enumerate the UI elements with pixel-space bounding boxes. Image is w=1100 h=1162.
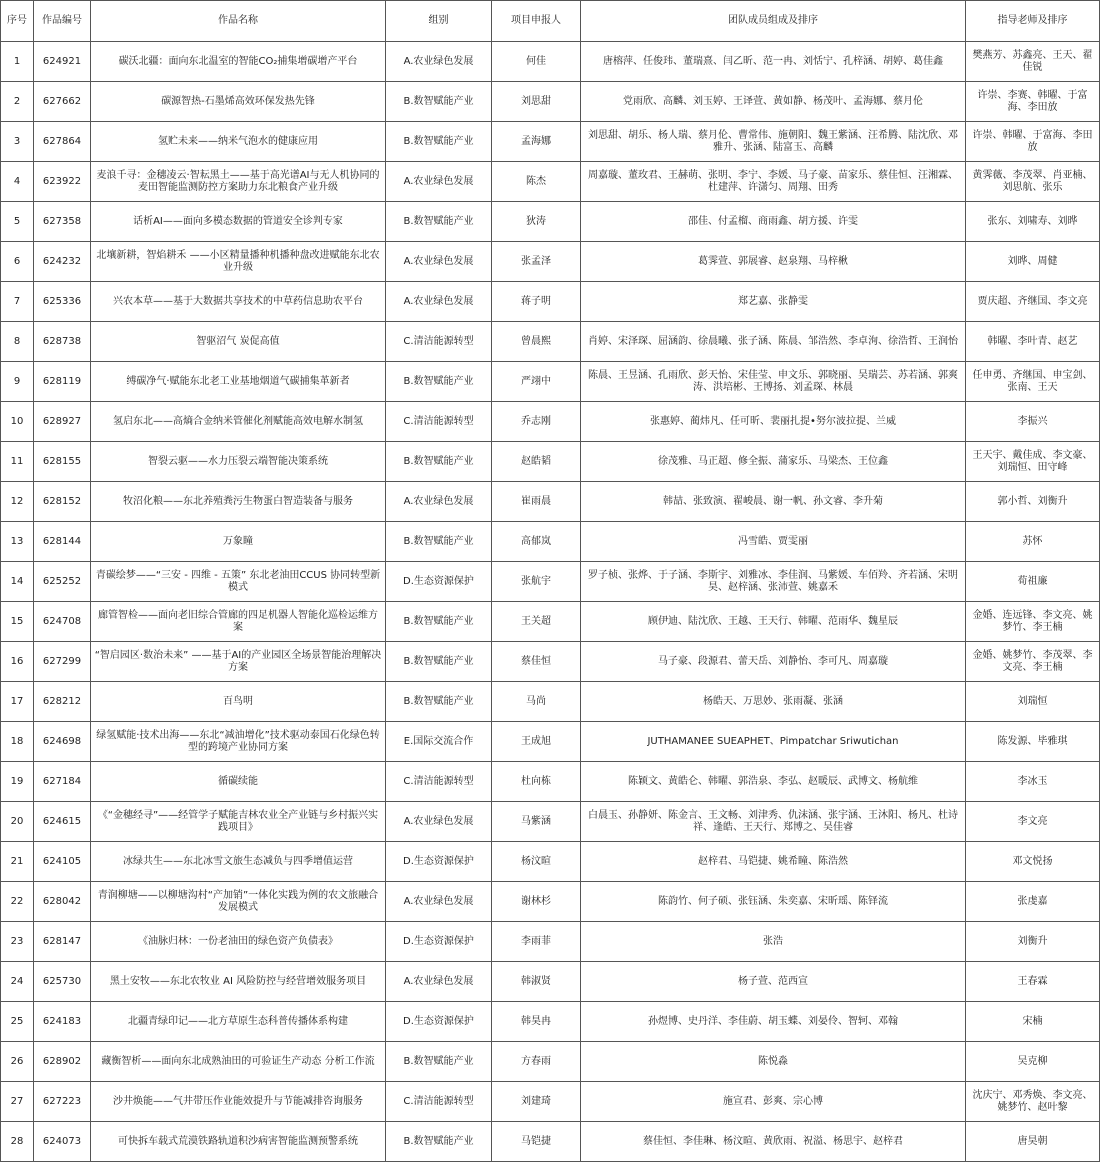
cell-team-members: 邵佳、付孟榴、商雨鑫、胡方援、许雯 [581,202,966,242]
cell-group: B.数智赋能产业 [386,642,492,682]
cell-index: 14 [1,562,34,602]
cell-project-id: 628042 [34,882,91,922]
cell-group: B.数智赋能产业 [386,1122,492,1162]
cell-project-name: 廊管智检——面向老旧综合管廊的四足机器人智能化巡检运维方案 [91,602,386,642]
table-row [1,162,1100,202]
cell-applicant: 蒋子明 [492,282,581,322]
cell-applicant: 狄涛 [492,202,581,242]
cell-advisors: 许崇、李赛、韩曜、于富海、李田放 [966,82,1100,122]
cell-project-id: 623922 [34,162,91,202]
cell-project-id: 628144 [34,522,91,562]
cell-applicant: 马尚 [492,682,581,722]
cell-team-members: 施宣君、彭爽、宗心博 [581,1082,966,1122]
cell-applicant: 孟海娜 [492,122,581,162]
header-team-members: 团队成员组成及排序 [581,1,966,42]
cell-project-id: 627358 [34,202,91,242]
cell-project-name: 青润柳塘——以柳塘沟村“产加销”一体化实践为例的农文旅融合发展模式 [91,882,386,922]
cell-team-members: 张惠婷、蔺炜凡、任可昕、裴丽扎提•努尔波拉提、兰威 [581,402,966,442]
cell-advisors: 郭小哲、刘衡升 [966,482,1100,522]
cell-group: B.数智赋能产业 [386,82,492,122]
cell-project-id: 624615 [34,802,91,842]
cell-applicant: 杨汶暄 [492,842,581,882]
cell-applicant: 王成旭 [492,722,581,762]
cell-team-members: 刘思甜、胡乐、杨人瑞、蔡月伦、曹常伟、施朝阳、魏王紫涵、汪希腾、陆沈欣、邓雅升、张涵、陆富玉、高麟 [581,122,966,162]
cell-team-members: 孙煜博、史丹洋、李佳蔚、胡玉蝶、刘晏伶、智轲、邓翰 [581,1002,966,1042]
cell-project-id: 628119 [34,362,91,402]
cell-project-id: 628155 [34,442,91,482]
cell-team-members: 党雨欣、高麟、刘玉婷、王译萱、黄如静、杨茂叶、孟海娜、蔡月伦 [581,82,966,122]
cell-project-id: 627662 [34,82,91,122]
cell-project-id: 627299 [34,642,91,682]
cell-project-id: 624105 [34,842,91,882]
cell-project-name: 缚碳净气·赋能东北老工业基地烟道气碳捕集革新者 [91,362,386,402]
table-row [1,242,1100,282]
cell-team-members: 白晨玉、孙静妍、陈金言、王文畅、刘津秀、仇沫涵、张宇涵、王沐阳、杨凡、杜诗祥、逢皓、王天行、郑博之、吴佳睿 [581,802,966,842]
cell-project-name: 《油脉归林：一份老油田的绿色资产负债表》 [91,922,386,962]
cell-advisors: 许崇、韩曜、于富海、李田放 [966,122,1100,162]
table-row [1,402,1100,442]
cell-index: 25 [1,1002,34,1042]
cell-group: E.国际交流合作 [386,722,492,762]
table-row [1,82,1100,122]
cell-project-name: 碳沃北疆：面向东北温室的智能CO₂捕集增碳增产平台 [91,42,386,82]
cell-project-name: 百鸟明 [91,682,386,722]
cell-applicant: 何佳 [492,42,581,82]
cell-group: C.清洁能源转型 [386,402,492,442]
table-row [1,562,1100,602]
cell-project-name: 牧沼化粮——东北养殖粪污生物蛋白智造装备与服务 [91,482,386,522]
cell-project-id: 625730 [34,962,91,1002]
cell-team-members: 陈悦淼 [581,1042,966,1082]
cell-project-name: 北壤新耕，智焰耕禾 ——小区精量播种机播种盘改进赋能东北农业升级 [91,242,386,282]
cell-group: B.数智赋能产业 [386,522,492,562]
cell-project-id: 625336 [34,282,91,322]
cell-team-members: 顾伊迪、陆沈欣、王越、王天行、韩曜、范雨华、魏星辰 [581,602,966,642]
cell-group: C.清洁能源转型 [386,1082,492,1122]
cell-applicant: 严翊中 [492,362,581,402]
table-row [1,1042,1100,1082]
cell-group: D.生态资源保护 [386,1002,492,1042]
cell-team-members: 韩喆、张致演、翟峻晨、谢一帆、孙文睿、李升菊 [581,482,966,522]
cell-project-name: 兴农本草——基于大数据共享技术的中草药信息助农平台 [91,282,386,322]
cell-project-id: 624183 [34,1002,91,1042]
cell-team-members: 陈晨、王昱涵、孔雨欣、彭天怡、宋佳莹、申文乐、郭晓丽、吴瑞芸、苏若涵、郭爽涛、洪培彬、王博扬、刘孟琛、林晨 [581,362,966,402]
cell-index: 27 [1,1082,34,1122]
cell-project-name: 藏衡智析——面向东北成熟油田的可验证生产动态 分析工作流 [91,1042,386,1082]
header-project-id: 作品编号 [34,1,91,42]
cell-group: B.数智赋能产业 [386,602,492,642]
cell-group: D.生态资源保护 [386,922,492,962]
table-row [1,522,1100,562]
cell-advisors: 荀祖廉 [966,562,1100,602]
cell-project-name: 万象瞳 [91,522,386,562]
cell-project-id: 627864 [34,122,91,162]
cell-index: 18 [1,722,34,762]
cell-applicant: 马紫涵 [492,802,581,842]
header-row [1,1,1100,42]
cell-group: C.清洁能源转型 [386,762,492,802]
cell-project-name: 麦浪千寻：金穗凌云·智耘黑土——基于高光谱AI与无人机协同的麦田智能监测防控方案助力东北粮食产业升级 [91,162,386,202]
table-row [1,762,1100,802]
table-row [1,122,1100,162]
cell-advisors: 邓文悦扬 [966,842,1100,882]
cell-project-name: 氢启东北——高熵合金纳米管催化剂赋能高效电解水制氢 [91,402,386,442]
cell-advisors: 王天宇、戴佳成、李文豪、刘瑞恒、田守峰 [966,442,1100,482]
cell-index: 11 [1,442,34,482]
cell-advisors: 张虔嘉 [966,882,1100,922]
table-row [1,682,1100,722]
cell-project-id: 628902 [34,1042,91,1082]
cell-project-name: “智启园区·数治未来” ——基于AI的产业园区全场景智能治理解决方案 [91,642,386,682]
cell-index: 12 [1,482,34,522]
cell-index: 15 [1,602,34,642]
cell-applicant: 王关超 [492,602,581,642]
cell-group: A.农业绿色发展 [386,482,492,522]
cell-project-name: 《“金穗经寻”——经管学子赋能吉林农业全产业链与乡村振兴实践项目》 [91,802,386,842]
header-index: 序号 [1,1,34,42]
cell-project-id: 624708 [34,602,91,642]
cell-index: 17 [1,682,34,722]
cell-advisors: 李文亮 [966,802,1100,842]
cell-project-name: 冰绿共生——东北冰雪文旅生态减负与四季增值运营 [91,842,386,882]
cell-index: 28 [1,1122,34,1162]
cell-index: 19 [1,762,34,802]
cell-applicant: 方春雨 [492,1042,581,1082]
cell-group: A.农业绿色发展 [386,42,492,82]
cell-advisors: 刘衡升 [966,922,1100,962]
cell-team-members: 陈韵竹、何子硕、张钰涵、朱奕嘉、宋昕瑶、陈铎流 [581,882,966,922]
cell-index: 22 [1,882,34,922]
cell-advisors: 李振兴 [966,402,1100,442]
cell-applicant: 曾晨熙 [492,322,581,362]
cell-applicant: 乔志刚 [492,402,581,442]
cell-team-members: 罗子桢、张烨、于子涵、李斯宇、刘雅冰、李佳润、马紫媛、车佰羚、齐若涵、宋明昊、赵梓涵、张沛萱、姚嘉禾 [581,562,966,602]
cell-team-members: 杨皓天、万思妙、张雨凝、张涵 [581,682,966,722]
cell-index: 10 [1,402,34,442]
cell-index: 9 [1,362,34,402]
cell-team-members: 张浩 [581,922,966,962]
cell-applicant: 李雨菲 [492,922,581,962]
cell-group: B.数智赋能产业 [386,442,492,482]
cell-group: B.数智赋能产业 [386,122,492,162]
cell-applicant: 陈杰 [492,162,581,202]
cell-advisors: 贾庆超、齐继国、李文亮 [966,282,1100,322]
table-row [1,802,1100,842]
table-row [1,642,1100,682]
cell-advisors: 苏怀 [966,522,1100,562]
table-row [1,1082,1100,1122]
cell-advisors: 黄霁薇、李茂翠、肖亚楠、刘思航、张乐 [966,162,1100,202]
table-row [1,882,1100,922]
cell-advisors: 刘晔、周健 [966,242,1100,282]
cell-advisors: 金婚、姚梦竹、李茂翠、李文亮、李王楠 [966,642,1100,682]
header-advisors: 指导老师及排序 [966,1,1100,42]
cell-project-id: 624073 [34,1122,91,1162]
cell-project-name: 绿氢赋能·技术出海——东北“减油增化”技术驱动泰国石化绿色转型的跨境产业协同方案 [91,722,386,762]
cell-index: 24 [1,962,34,1002]
cell-advisors: 陈发源、毕雅琪 [966,722,1100,762]
cell-team-members: 肖婷、宋泽琛、屈涵韵、徐晨曦、张子涵、陈晨、邹浩然、李卓洵、徐浩哲、王润怡 [581,322,966,362]
cell-team-members: 唐榕萍、任俊玮、董瑞熹、闫乙昕、范一冉、刘恬宁、孔梓涵、胡婷、葛佳鑫 [581,42,966,82]
cell-index: 13 [1,522,34,562]
cell-project-id: 628738 [34,322,91,362]
cell-project-id: 624698 [34,722,91,762]
cell-group: B.数智赋能产业 [386,682,492,722]
cell-advisors: 樊燕芳、苏鑫亮、王天、翟佳锐 [966,42,1100,82]
cell-index: 2 [1,82,34,122]
cell-project-name: 黑土安牧——东北农牧业 AI 风险防控与经营增效服务项目 [91,962,386,1002]
table-row [1,602,1100,642]
table-row [1,42,1100,82]
table-row [1,722,1100,762]
cell-project-name: 可快拆车载式荒漠铁路轨道积沙病害智能监测预警系统 [91,1122,386,1162]
table-row [1,1002,1100,1042]
cell-applicant: 张孟泽 [492,242,581,282]
cell-team-members: 冯雪皓、贾雯丽 [581,522,966,562]
cell-advisors: 王春霖 [966,962,1100,1002]
cell-index: 7 [1,282,34,322]
header-group: 组别 [386,1,492,42]
cell-project-name: 循碳续能 [91,762,386,802]
table-row [1,322,1100,362]
cell-applicant: 刘思甜 [492,82,581,122]
table-row [1,202,1100,242]
cell-group: A.农业绿色发展 [386,162,492,202]
cell-applicant: 张航宇 [492,562,581,602]
cell-project-id: 628927 [34,402,91,442]
cell-group: B.数智赋能产业 [386,202,492,242]
cell-applicant: 韩淑贤 [492,962,581,1002]
cell-project-name: 青碳绘梦——“三安 - 四维 - 五策” 东北老油田CCUS 协同转型新模式 [91,562,386,602]
cell-project-name: 氢贮未来——纳米气泡水的健康应用 [91,122,386,162]
cell-project-id: 628212 [34,682,91,722]
cell-advisors: 金婚、连远锋、李文亮、姚梦竹、李王楠 [966,602,1100,642]
table-row [1,842,1100,882]
cell-team-members: 葛霁萱、郭展睿、赵泉翔、马梓楸 [581,242,966,282]
cell-project-id: 625252 [34,562,91,602]
cell-group: C.清洁能源转型 [386,322,492,362]
cell-team-members: 赵梓君、马铠捷、姚希瞳、陈浩然 [581,842,966,882]
cell-advisors: 任申勇、齐继国、申宝剑、张南、王天 [966,362,1100,402]
cell-applicant: 马铠捷 [492,1122,581,1162]
cell-applicant: 崔雨晨 [492,482,581,522]
table-row [1,482,1100,522]
cell-group: B.数智赋能产业 [386,1042,492,1082]
cell-group: D.生态资源保护 [386,562,492,602]
table-row [1,362,1100,402]
cell-project-id: 628152 [34,482,91,522]
cell-project-name: 沙井焕能——气井带压作业能效提升与节能减排咨询服务 [91,1082,386,1122]
cell-group: D.生态资源保护 [386,842,492,882]
header-applicant: 项目申报人 [492,1,581,42]
cell-index: 26 [1,1042,34,1082]
cell-project-name: 智驱沼气 炭促高值 [91,322,386,362]
cell-index: 21 [1,842,34,882]
cell-team-members: JUTHAMANEE SUEAPHET、Pimpatchar Sriwutichan [581,722,966,762]
cell-index: 6 [1,242,34,282]
table-row [1,922,1100,962]
cell-team-members: 马子豪、段源君、蕾天岳、刘静怡、李可凡、周嘉璇 [581,642,966,682]
cell-project-name: 智裂云驱——水力压裂云端智能决策系统 [91,442,386,482]
cell-advisors: 沈庆宁、邓秀焕、李文亮、姚梦竹、赵叶黎 [966,1082,1100,1122]
cell-project-name: 北疆青绿印记——北方草原生态科普传播体系构建 [91,1002,386,1042]
table-row [1,442,1100,482]
cell-group: A.农业绿色发展 [386,802,492,842]
cell-project-id: 627223 [34,1082,91,1122]
cell-applicant: 蔡佳恒 [492,642,581,682]
cell-advisors: 吴克柳 [966,1042,1100,1082]
cell-index: 1 [1,42,34,82]
header-project-name: 作品名称 [91,1,386,42]
cell-project-name: 话析AI——面向多模态数据的管道安全诊判专家 [91,202,386,242]
cell-advisors: 张东、刘啸寿、刘晔 [966,202,1100,242]
cell-team-members: 杨子萱、范西宣 [581,962,966,1002]
cell-advisors: 韩曜、李叶青、赵艺 [966,322,1100,362]
cell-index: 8 [1,322,34,362]
cell-project-id: 628147 [34,922,91,962]
cell-project-id: 627184 [34,762,91,802]
cell-group: A.农业绿色发展 [386,242,492,282]
cell-index: 20 [1,802,34,842]
cell-group: A.农业绿色发展 [386,962,492,1002]
cell-team-members: 蔡佳恒、李佳琳、杨汶暄、黄欣雨、祝溢、杨思宇、赵梓君 [581,1122,966,1162]
cell-advisors: 李冰玉 [966,762,1100,802]
cell-applicant: 韩昊冉 [492,1002,581,1042]
cell-index: 4 [1,162,34,202]
cell-applicant: 刘建琦 [492,1082,581,1122]
cell-applicant: 高郁岚 [492,522,581,562]
cell-team-members: 徐茂雅、马正超、修全振、蒲家乐、马梁杰、王位鑫 [581,442,966,482]
cell-advisors: 刘瑞恒 [966,682,1100,722]
cell-index: 16 [1,642,34,682]
cell-applicant: 谢林杉 [492,882,581,922]
cell-project-id: 624232 [34,242,91,282]
cell-index: 5 [1,202,34,242]
cell-index: 3 [1,122,34,162]
cell-group: A.农业绿色发展 [386,282,492,322]
table-row [1,282,1100,322]
cell-applicant: 杜向栋 [492,762,581,802]
cell-advisors: 宋楠 [966,1002,1100,1042]
cell-team-members: 郑艺嘉、张静雯 [581,282,966,322]
cell-team-members: 周嘉璇、董玫君、王赫萌、张明、李宁、李媛、马子豪、苗家乐、蔡佳恒、汪湘霖、杜建萍、许潇匀、周翔、田秀 [581,162,966,202]
cell-project-id: 624921 [34,42,91,82]
cell-project-name: 碳源智热-石墨烯高效环保发热先锋 [91,82,386,122]
cell-index: 23 [1,922,34,962]
table-row [1,962,1100,1002]
cell-team-members: 陈颖文、黄皓仑、韩曜、郭浩泉、李弘、赵暖辰、武博文、杨航维 [581,762,966,802]
cell-advisors: 唐昊朝 [966,1122,1100,1162]
cell-group: A.农业绿色发展 [386,882,492,922]
cell-group: B.数智赋能产业 [386,362,492,402]
table-row [1,1122,1100,1162]
cell-applicant: 赵皓韬 [492,442,581,482]
